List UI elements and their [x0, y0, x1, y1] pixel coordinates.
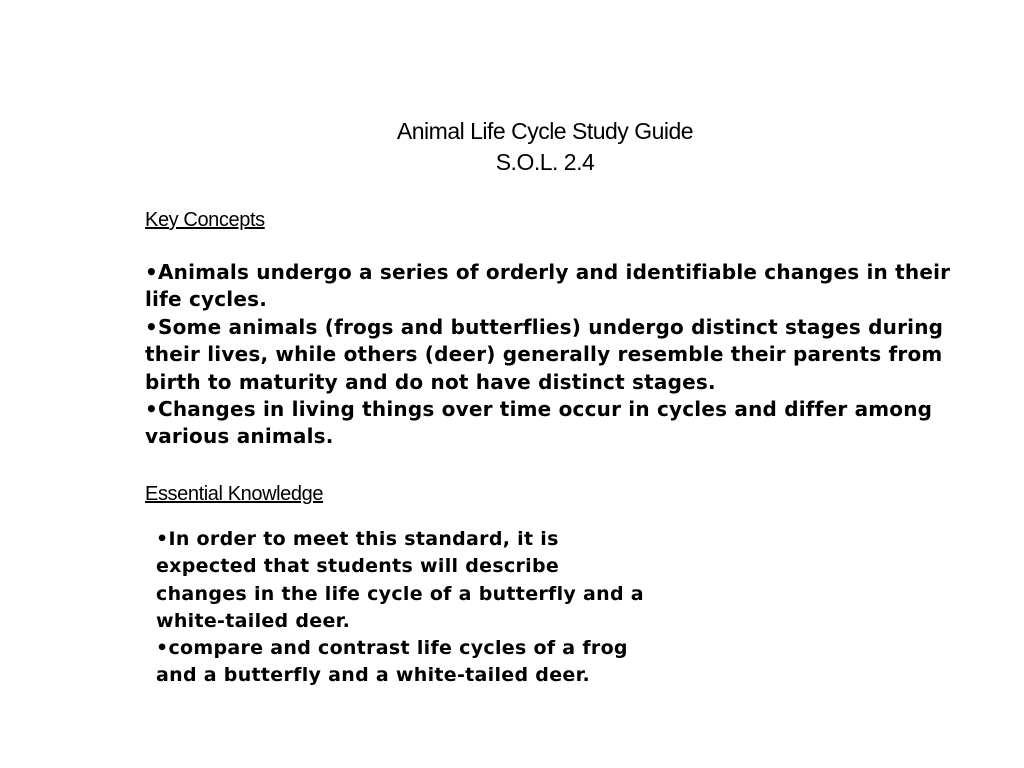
- list-item: •Changes in living things over time occur in cycles and differ among various animals.: [145, 397, 933, 449]
- essential-knowledge-list: [156, 526, 656, 690]
- list-item: •In order to meet this standard, it is expected that students will describe changes in the life cycle of a butterfly and a white-tailed deer.: [156, 528, 644, 632]
- list-item: •Animals undergo a series of orderly and identifiable changes in their life cycles.: [145, 260, 951, 312]
- list-item: •compare and contrast life cycles of a frog and a butterfly and a white-tailed deer.: [156, 637, 628, 687]
- page-title: [0, 116, 1024, 178]
- essential-knowledge-heading: Essential Knowledge: [145, 483, 324, 505]
- key-concepts-list: [145, 259, 975, 451]
- title-main: Animal Life Cycle Study Guide: [396, 118, 694, 144]
- title-sol: S.O.L. 2.4: [495, 149, 595, 175]
- list-item: •Some animals (frogs and butterflies) undergo distinct stages during their lives, while others (deer) generally resemble their parents from birth to maturity and do not have distinct stages.: [145, 314, 944, 394]
- key-concepts-heading: Key Concepts: [145, 209, 265, 231]
